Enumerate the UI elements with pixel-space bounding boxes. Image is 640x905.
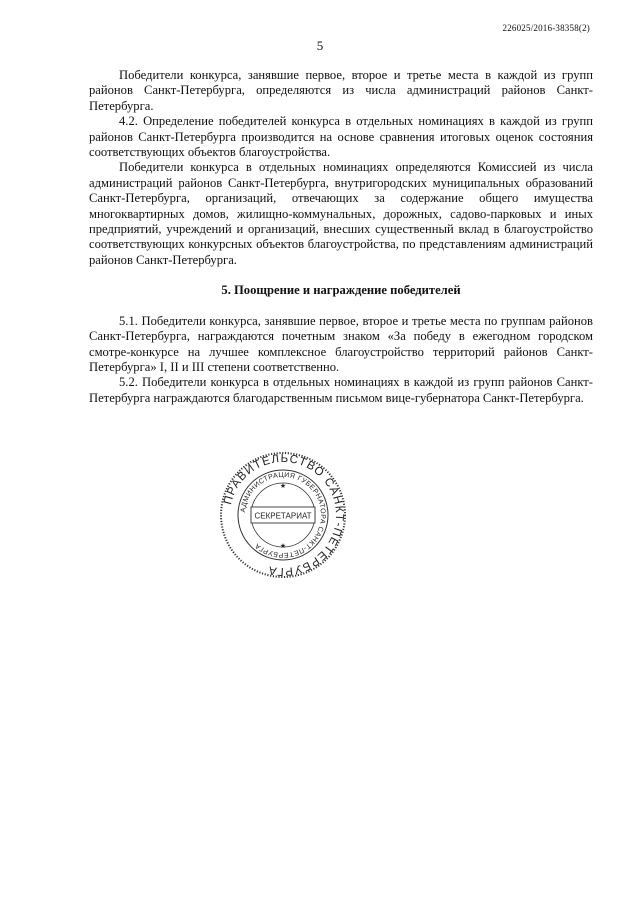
- document-number: 226025/2016-38358(2): [502, 23, 590, 33]
- seal-outer-text: ПРАВИТЕЛЬСТВО САНКТ-ПЕТЕРБУРГА: [222, 452, 346, 578]
- seal-star-icon: ★: [279, 543, 287, 550]
- paragraph-4-2: 4.2. Определение победителей конкурса в отдельных номинациях в каждой из групп районов Санкт-Петербурга производится на основе сравнения итоговых оценок состояния соответствующих объектов благоустройства.: [89, 114, 593, 160]
- seal-center-text: СЕКРЕТАРИАТ: [254, 511, 312, 521]
- official-seal-stamp: [218, 450, 348, 580]
- document-body: [89, 68, 593, 406]
- seal-star-icon: ★: [279, 483, 287, 490]
- paragraph-5-2: 5.2. Победители конкурса в отдельных номинациях в каждой из групп районов Санкт-Петербурга награждаются благодарственным письмом вице-губернатора Санкт-Петербурга.: [89, 375, 593, 405]
- paragraph-5-1: 5.1. Победители конкурса, занявшие первое, второе и третье места по группам районов Санкт-Петербурга, награждаются почетным знаком «За победу в ежегодном городском смотре-конкурсе на лучшее комплексное благоустройство территорий районов Санкт-Петербурга» I, II и III степени соответственно.: [89, 313, 593, 374]
- paragraph-nominations: Победители конкурса в отдельных номинациях определяются Комиссией из числа администраций районов Санкт-Петербурга, внутригородских муниципальных образований Санкт-Петербурга, организаций, отвечающих за содержание общего имущества многоквартирных домов, жилищно-коммунальных, дорожных, садово-парковых и иных предприятий, учреждений и организаций, внесших существенный вклад в благоустройство соответствующих конкурсных объектов благоустройства, по представлениям администраций районов Санкт-Петербурга.: [89, 160, 593, 267]
- page-number: 5: [316, 38, 324, 53]
- paragraph-winners-groups: Победители конкурса, занявшие первое, второе и третье места в каждой из групп районов Санкт-Петербурга, определяются из числа администраций районов Санкт-Петербурга.: [89, 68, 593, 113]
- section-heading: 5. Поощрение и награждение победителей: [221, 283, 461, 298]
- seal-inner-text: АДМИНИСТРАЦИЯ ГУБЕРНАТОРА САНКТ-ПЕТЕРБУРГА: [240, 471, 327, 559]
